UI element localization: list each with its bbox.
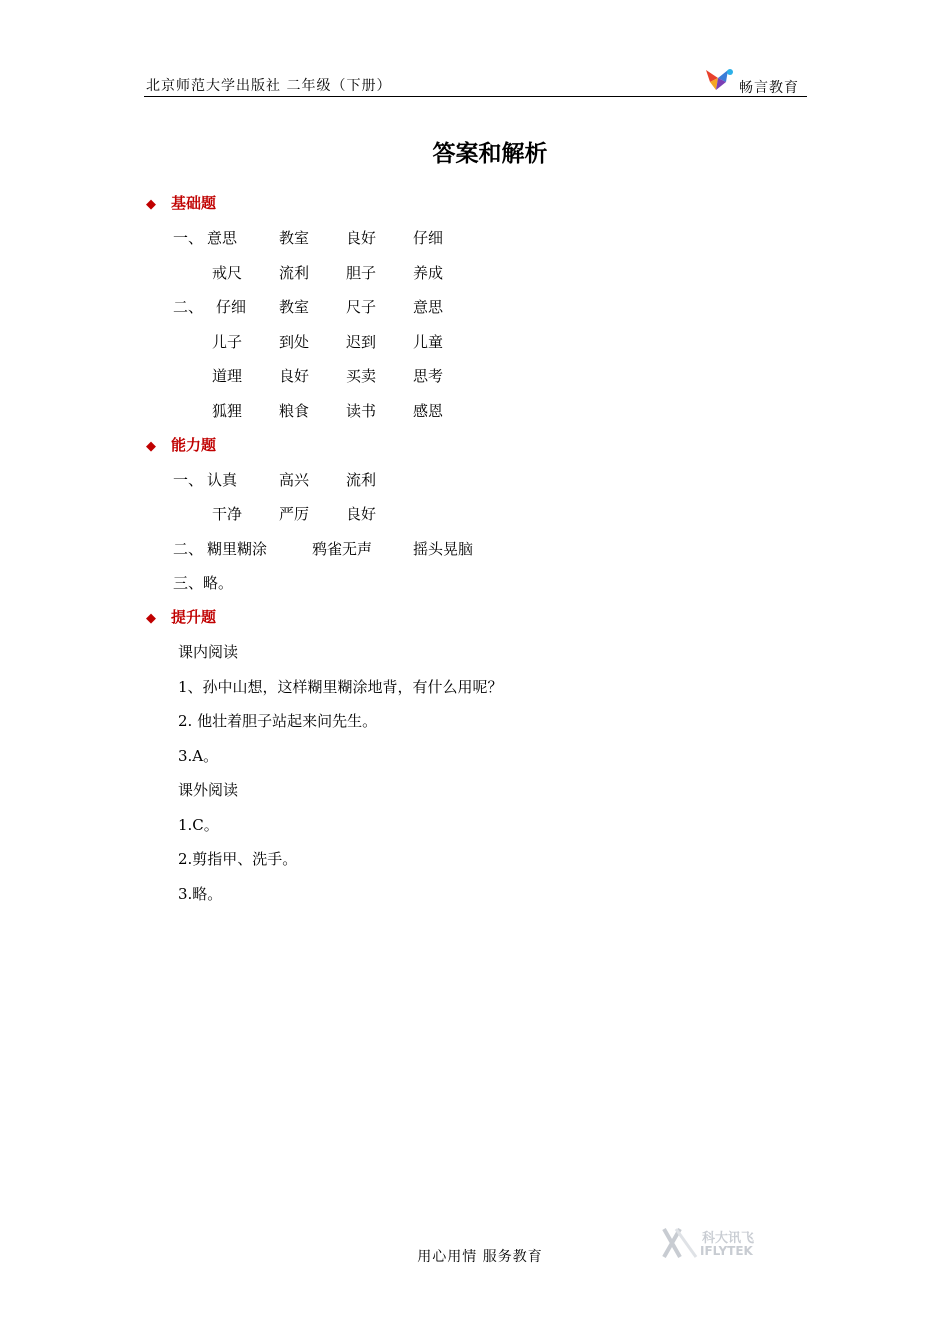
word-cell: 儿童 (413, 333, 444, 351)
word-cell: 教室 (279, 298, 310, 316)
word-cell: 良好 (346, 505, 377, 523)
word-cell: 高兴 (279, 471, 310, 489)
word-cell: 严厉 (279, 505, 310, 523)
section-basic-label: 基础题 (171, 194, 217, 212)
word-cell: 流利 (346, 471, 377, 489)
word-cell: 戒尺 (212, 264, 243, 282)
word-cell: 仔细 (413, 229, 444, 247)
diamond-bullet-icon: ◆ (146, 197, 156, 212)
ability-q1-prefix: 一、 (173, 471, 204, 489)
header-divider (144, 96, 807, 97)
basic-q1-prefix: 一、 (173, 229, 204, 247)
word-cell: 买卖 (346, 367, 377, 385)
page-title: 答案和解析 (432, 141, 548, 167)
word-cell: 意思 (413, 298, 444, 316)
changyan-logo-icon (704, 66, 738, 94)
outclass-reading-title: 课外阅读 (178, 781, 239, 799)
word-cell: 狐狸 (212, 402, 243, 420)
header-publisher: 北京师范大学出版社 二年级（下册） (146, 78, 392, 94)
word-cell: 儿子 (212, 333, 243, 351)
section-basic (146, 192, 216, 213)
word-cell: 鸦雀无声 (312, 540, 373, 558)
word-cell: 良好 (279, 367, 310, 385)
word-cell: 思考 (413, 367, 444, 385)
word-cell: 糊里糊涂 (207, 540, 268, 558)
iflytek-watermark (662, 1225, 772, 1261)
ability-q3: 三、略。 (173, 574, 234, 592)
diamond-bullet-icon: ◆ (146, 439, 156, 454)
section-advanced (146, 606, 216, 627)
outclass-answer: 1.C。 (178, 816, 219, 834)
inclass-reading-title: 课内阅读 (178, 643, 239, 661)
footer-slogan: 用心用情 服务教育 (417, 1249, 543, 1265)
word-cell: 道理 (212, 367, 243, 385)
word-cell: 意思 (207, 229, 238, 247)
diamond-bullet-icon: ◆ (146, 611, 156, 626)
section-ability (146, 434, 216, 455)
word-cell: 流利 (279, 264, 310, 282)
ability-q2-prefix: 二、 (173, 540, 204, 558)
word-cell: 粮食 (279, 402, 310, 420)
word-cell: 仔细 (216, 298, 247, 316)
word-cell: 尺子 (346, 298, 377, 316)
header-brand: 畅言教育 (739, 80, 799, 96)
inclass-answer: 3.A。 (178, 747, 219, 765)
word-cell: 感恩 (413, 402, 444, 420)
inclass-answer: 2. 他壮着胆子站起来问先生。 (178, 712, 378, 730)
watermark-cn: 科大讯飞 (702, 1231, 755, 1246)
basic-q2-prefix: 二、 (173, 298, 204, 316)
section-advanced-label: 提升题 (171, 608, 217, 626)
word-cell: 读书 (346, 402, 377, 420)
word-cell: 教室 (279, 229, 310, 247)
word-cell: 干净 (212, 505, 243, 523)
inclass-answer: 1、孙中山想，这样糊里糊涂地背，有什么用呢？ (178, 678, 503, 696)
word-cell: 摇头晃脑 (413, 540, 474, 558)
word-cell: 胆子 (346, 264, 377, 282)
word-cell: 迟到 (346, 333, 377, 351)
word-cell: 养成 (413, 264, 444, 282)
section-ability-label: 能力题 (171, 436, 217, 454)
word-cell: 到处 (279, 333, 310, 351)
outclass-answer: 3.略。 (178, 885, 223, 903)
word-cell: 良好 (346, 229, 377, 247)
outclass-answer: 2.剪指甲、洗手。 (178, 850, 298, 868)
word-cell: 认真 (207, 471, 238, 489)
watermark-en: IFLYTEK (700, 1244, 753, 1258)
